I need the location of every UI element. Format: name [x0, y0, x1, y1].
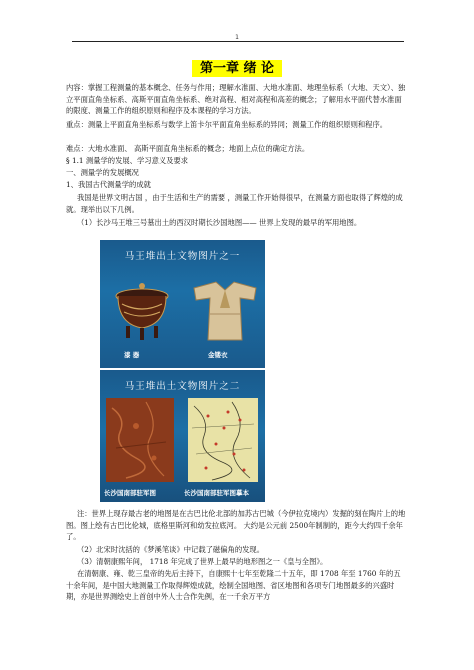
paragraph-content: 内容：掌握工程测量的基本概念、任务与作用；理解水准面、大地水准面、地理坐标系（大地、天文）、独立平面直角坐标系、高斯平面直角坐标系、绝对高程、相对高程和高差的概念；了解用水平面代替水准面的限度、测量工作的组织原则和程序及本课程的学习方法。 [66, 83, 406, 115]
subsection-heading: 一、测量学的发展概况 [66, 168, 139, 177]
lacquer-ware-image [108, 280, 176, 342]
chapter-title: 第一章 绪 论 [192, 60, 282, 77]
garrison-map-image [106, 398, 174, 482]
caption-garrison-map-copy: 长沙国南部驻军图摹本 [184, 489, 249, 497]
figure-artifacts-1 [100, 240, 265, 368]
paragraph-item-1: （1）长沙马王堆三号墓出土的西汉时期长沙国地图—— 世界上发现的最早的军用地图。 [76, 218, 362, 227]
header-rule [72, 41, 404, 42]
garment-image [190, 278, 260, 344]
caption-garrison-map: 长沙国南部驻军图 [104, 489, 156, 497]
paragraph-qing: 在清朝康、雍、乾三皇帝的先后主持下，自康熙十七年至乾隆二十五年，即 1708 年至 1760 年的五十余年间，是中国大地测量工作取得辉煌成就，绘制全国地图、省区地图和各项专门地图最多的兴盛时期，亦是世界测绘史上首创中外人士合作先例，在一千余万平方 [66, 569, 401, 601]
paragraph-item-3: （3）清朝康熙年间， 1718 年完成了世界上最早的地形图之一《皇与全图》。 [76, 557, 328, 566]
paragraph-item-2: （2）北宋时沈括的《梦溪笔谈》中记载了磁偏角的发现。 [76, 545, 264, 554]
figure-artifacts-2 [100, 370, 265, 502]
paragraph-focus: 重点：测量上平面直角坐标系与数学上笛卡尔平面直角坐标系的异同；测量工作的组织原则和程序。 [66, 120, 388, 129]
paragraph-note: 注：世界上现存最古老的地图是在古巴比伦北部的加苏古巴城（今伊拉克境内）发掘的刻在陶片上的地图。图上绘有古巴比伦城，底格里斯河和幼发拉底河。 大约是公元前 2500年制制的，距今大约四千余年了。 [66, 509, 406, 541]
section-heading: § 1.1 测量学的发展、学习意义及要求 [66, 156, 189, 165]
paragraph-difficulty: 难点：大地水准面、 高斯平面直角坐标系的概念；地面上点位的确定方法。 [66, 144, 310, 153]
garrison-map-copy-image [188, 398, 258, 482]
paragraph-intro: 我国是世界文明古国 ，由于生活和生产的需要 ，测量工作开始得很早，在测量方面也取得了辉煌的成就。现举出以下几例。 [66, 193, 403, 214]
caption-lacquer-ware: 漆 器 [124, 351, 140, 359]
caption-garment: 金镂衣 [208, 351, 228, 359]
figure-title: 马王堆出土文物图片之二 [124, 381, 241, 392]
figure-title: 马王堆出土文物图片之一 [124, 251, 241, 262]
page-number: 1 [235, 34, 239, 41]
subsubsection-heading: 1、我国古代测量学的成就 [66, 180, 151, 189]
